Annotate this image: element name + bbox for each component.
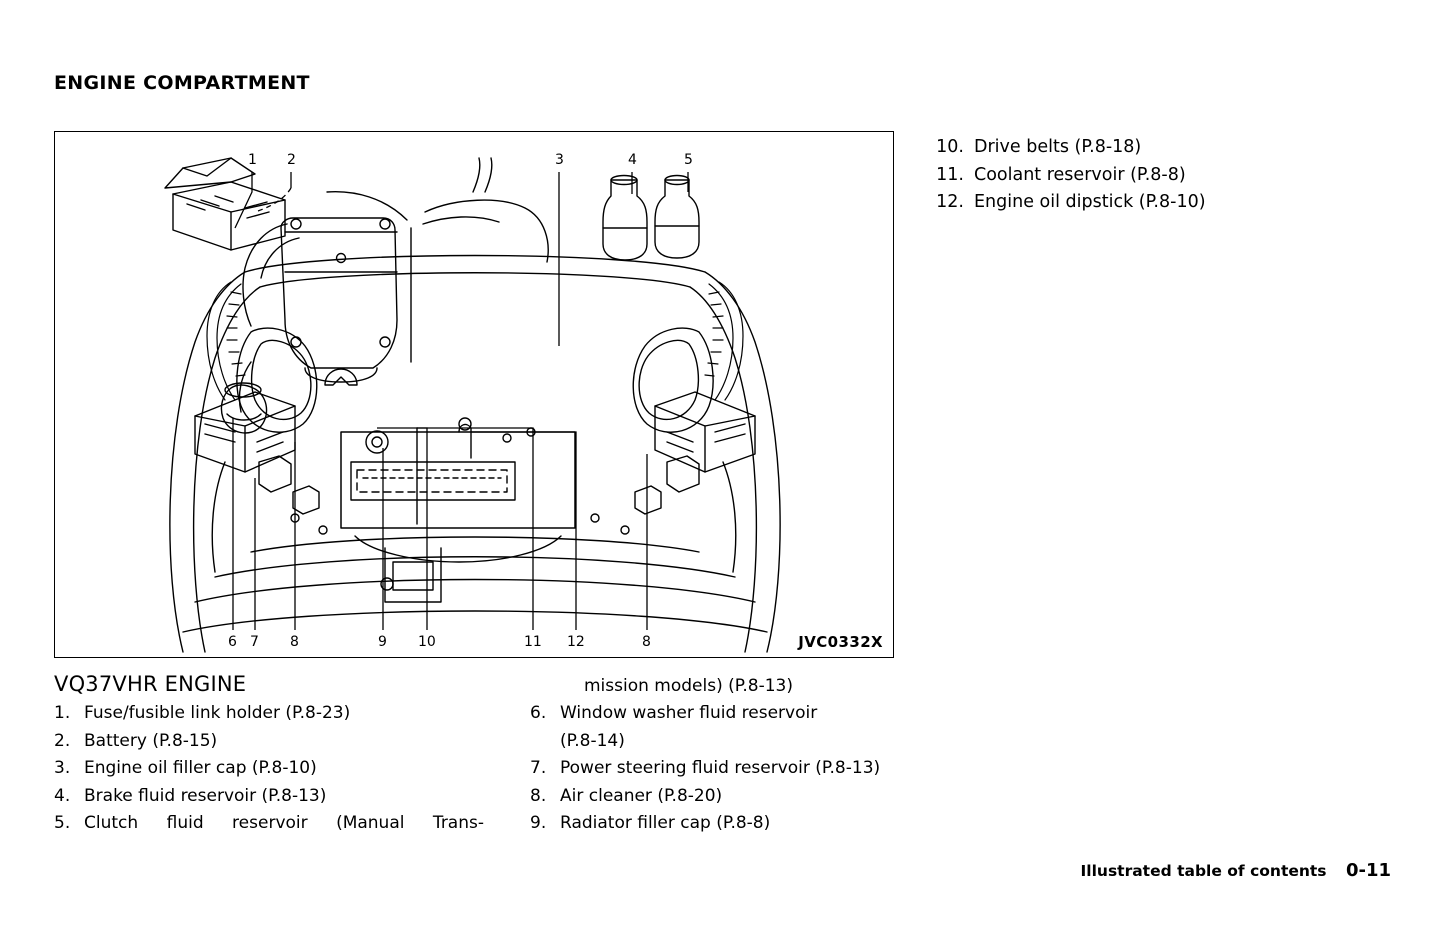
legend-column-right [530, 700, 960, 838]
callout-8-right: 8 [642, 634, 651, 650]
item-number: 1. [54, 703, 71, 723]
item-text: Clutch fluid reservoir (Manual Trans- [84, 813, 484, 833]
callout-11: 11 [524, 634, 542, 650]
page-title: ENGINE COMPARTMENT [54, 72, 310, 94]
list-item [54, 728, 484, 756]
item-text: Engine oil filler cap (P.8-10) [84, 758, 317, 778]
item-number: 11. [936, 164, 964, 185]
item-number: 10. [936, 137, 964, 157]
item-number: 9. [530, 813, 547, 833]
item-number: 7. [530, 758, 547, 778]
item-number: 8. [530, 785, 547, 806]
item-text: Window washer fluid reservoir [560, 703, 818, 723]
callout-2: 2 [287, 152, 296, 168]
figure-legend [54, 672, 904, 870]
item-text: Fuse/fusible link holder (P.8-23) [84, 703, 351, 723]
legend-column-left [54, 700, 484, 838]
item-text: Air cleaner (P.8-20) [560, 785, 723, 806]
engine-compartment-figure [54, 131, 894, 658]
item-text: Battery (P.8-15) [84, 730, 218, 751]
list-item [530, 755, 960, 783]
callout-7: 7 [250, 634, 259, 650]
engine-compartment-diagram [55, 132, 893, 657]
list-item [530, 783, 960, 811]
list-item [54, 810, 484, 838]
item-number: 5. [54, 813, 71, 833]
callout-4: 4 [628, 152, 637, 168]
item-text: Brake fluid reservoir (P.8-13) [84, 785, 327, 806]
page-footer [1081, 860, 1391, 881]
item-text: Coolant reservoir (P.8-8) [974, 164, 1186, 185]
item-number: 3. [54, 758, 71, 778]
list-item [530, 810, 960, 838]
callout-8-left: 8 [290, 634, 299, 650]
figure-reference-code: JVC0332X [798, 633, 883, 651]
list-item [930, 134, 1400, 162]
list-item [930, 189, 1400, 217]
list-item [54, 783, 484, 811]
callout-3: 3 [555, 152, 564, 168]
engine-type-title: VQ37VHR ENGINE [54, 672, 247, 696]
item-number: 12. [936, 192, 964, 212]
list-item [530, 700, 960, 755]
item-text: Power steering fluid reservoir (P.8-13) [560, 758, 881, 778]
item-text: Radiator filler cap (P.8-8) [560, 813, 771, 833]
footer-label: Illustrated table of contents [1080, 862, 1327, 880]
callout-5: 5 [684, 152, 693, 168]
callout-9: 9 [378, 634, 387, 650]
legend-continued-list [930, 134, 1400, 217]
page-number: 0-11 [1345, 860, 1391, 881]
item-number: 2. [54, 730, 71, 751]
callout-6: 6 [228, 634, 237, 650]
callout-1: 1 [248, 152, 257, 168]
callout-12: 12 [567, 634, 585, 650]
list-item [930, 162, 1400, 190]
item-text: Drive belts (P.8-18) [974, 137, 1142, 157]
list-item [54, 700, 484, 728]
item-text: Engine oil dipstick (P.8-10) [974, 192, 1206, 212]
item-number: 4. [54, 785, 71, 806]
legend-continuation-text: mission models) (P.8-13) [584, 676, 793, 696]
item-number: 6. [530, 703, 547, 723]
item-text-line2: (P.8-14) [560, 730, 625, 751]
list-item [54, 755, 484, 783]
callout-10: 10 [418, 634, 436, 650]
